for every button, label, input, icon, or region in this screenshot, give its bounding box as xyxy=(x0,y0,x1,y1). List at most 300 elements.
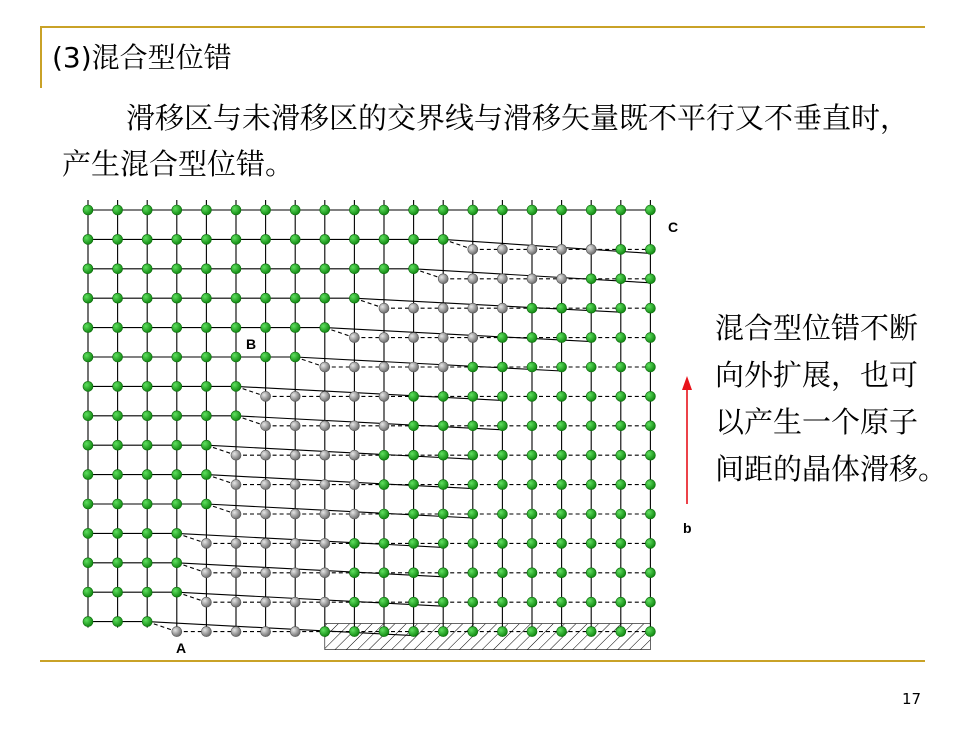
lattice-atom xyxy=(468,597,478,607)
displaced-atom xyxy=(320,391,330,401)
lattice-atom xyxy=(172,323,182,333)
lattice-atom xyxy=(616,421,626,431)
lattice-atom xyxy=(320,627,330,637)
displaced-atom xyxy=(290,450,300,460)
displaced-atom xyxy=(557,244,567,254)
lattice-atom xyxy=(586,391,596,401)
lattice-atom xyxy=(379,509,389,519)
lattice-atom xyxy=(527,450,537,460)
lattice-atom xyxy=(113,617,123,627)
lattice-atom xyxy=(586,450,596,460)
lattice-atom xyxy=(113,293,123,303)
lattice-atom xyxy=(113,440,123,450)
slip-guide-line xyxy=(206,504,472,518)
lattice-atom xyxy=(557,568,567,578)
lattice-atom xyxy=(113,381,123,391)
lattice-atom xyxy=(113,352,123,362)
lattice-atom xyxy=(379,597,389,607)
lattice-atom xyxy=(83,323,93,333)
label-a: A xyxy=(176,640,187,656)
displaced-atom xyxy=(468,274,478,284)
lattice-atom xyxy=(320,234,330,244)
slip-guide-line xyxy=(354,298,620,312)
displaced-atom xyxy=(261,597,271,607)
lattice-atom xyxy=(616,568,626,578)
lattice-atom xyxy=(290,323,300,333)
displaced-atom xyxy=(320,538,330,548)
lattice-atom xyxy=(645,627,655,637)
lattice-atom xyxy=(142,528,152,538)
lattice-atom xyxy=(201,264,211,274)
lattice-atom xyxy=(83,470,93,480)
displaced-atom xyxy=(201,568,211,578)
lattice-atom xyxy=(527,568,537,578)
lattice-atom xyxy=(201,440,211,450)
displaced-atom xyxy=(320,568,330,578)
lattice-atom xyxy=(468,205,478,215)
lattice-atom xyxy=(557,362,567,372)
displaced-atom xyxy=(261,480,271,490)
lattice-atom xyxy=(142,352,152,362)
lattice-atom xyxy=(586,597,596,607)
slip-guide-line xyxy=(295,357,561,371)
displaced-atom xyxy=(349,333,359,343)
lattice-atom xyxy=(201,381,211,391)
lattice-atom xyxy=(586,509,596,519)
lattice-atom xyxy=(113,558,123,568)
displaced-atom xyxy=(261,450,271,460)
lattice-atom xyxy=(83,381,93,391)
displaced-atom xyxy=(231,538,241,548)
lattice-atom xyxy=(409,509,419,519)
lattice-atom xyxy=(379,234,389,244)
displaced-atom xyxy=(379,333,389,343)
slip-guide-line xyxy=(177,533,443,547)
lattice-atom xyxy=(438,234,448,244)
lattice-atom xyxy=(497,480,507,490)
displaced-atom xyxy=(201,597,211,607)
lattice-atom xyxy=(527,509,537,519)
displaced-atom xyxy=(349,421,359,431)
displaced-atom xyxy=(438,274,448,284)
label-b: B xyxy=(246,336,257,352)
displaced-atom xyxy=(379,303,389,313)
lattice-atom xyxy=(142,470,152,480)
lattice-atom xyxy=(645,568,655,578)
lattice-atom xyxy=(231,352,241,362)
displaced-atom xyxy=(527,244,537,254)
lattice-atom xyxy=(497,391,507,401)
lattice-atom xyxy=(83,558,93,568)
lattice-atom xyxy=(349,234,359,244)
lattice-atom xyxy=(645,391,655,401)
displaced-atom xyxy=(261,538,271,548)
lattice-atom xyxy=(409,264,419,274)
lattice-atom xyxy=(497,538,507,548)
lattice-atom xyxy=(261,205,271,215)
lattice-atom xyxy=(113,411,123,421)
lattice-atom xyxy=(320,293,330,303)
lattice-atom xyxy=(586,362,596,372)
lattice-atom xyxy=(142,411,152,421)
lattice-atom xyxy=(172,293,182,303)
lattice-atom xyxy=(527,480,537,490)
lattice-atom xyxy=(616,450,626,460)
lattice-atom xyxy=(379,480,389,490)
lattice-atom xyxy=(557,538,567,548)
lattice-atom xyxy=(497,568,507,578)
displaced-atom xyxy=(497,274,507,284)
lattice-atom xyxy=(586,480,596,490)
lattice-atom xyxy=(201,234,211,244)
lattice-atom xyxy=(231,411,241,421)
lattice-atom xyxy=(142,264,152,274)
lattice-atom xyxy=(142,587,152,597)
lattice-atom xyxy=(468,450,478,460)
lattice-atom xyxy=(616,362,626,372)
displaced-atom xyxy=(320,421,330,431)
lattice-atom xyxy=(261,264,271,274)
lattice-atom xyxy=(409,205,419,215)
lattice-atom xyxy=(557,333,567,343)
lattice-atom xyxy=(113,264,123,274)
lattice-atom xyxy=(409,597,419,607)
lattice-atom xyxy=(645,274,655,284)
displaced-atom xyxy=(409,303,419,313)
lattice-atom xyxy=(201,352,211,362)
lattice-atom xyxy=(586,274,596,284)
label-burgers-b: b xyxy=(683,520,692,536)
lattice-atom xyxy=(379,627,389,637)
displaced-atom xyxy=(231,627,241,637)
lattice-atom xyxy=(231,264,241,274)
lattice-atom xyxy=(468,421,478,431)
lattice-atom xyxy=(586,421,596,431)
lattice-atom xyxy=(113,499,123,509)
lattice-atom xyxy=(527,627,537,637)
lattice-atom xyxy=(468,568,478,578)
lattice-atom xyxy=(349,293,359,303)
lattice-atom xyxy=(468,509,478,519)
lattice-atom xyxy=(527,333,537,343)
lattice-atom xyxy=(557,509,567,519)
displaced-atom xyxy=(557,274,567,284)
lattice-atom xyxy=(349,597,359,607)
lattice-atom xyxy=(83,293,93,303)
lattice-atom xyxy=(409,391,419,401)
lattice-atom xyxy=(586,627,596,637)
displaced-atom xyxy=(497,303,507,313)
lattice-atom xyxy=(557,450,567,460)
displaced-atom xyxy=(320,509,330,519)
displaced-atom xyxy=(290,480,300,490)
lattice-atom xyxy=(83,234,93,244)
displaced-atom xyxy=(379,362,389,372)
lattice-atom xyxy=(172,264,182,274)
displaced-atom xyxy=(320,450,330,460)
lattice-atom xyxy=(172,411,182,421)
lattice-atom xyxy=(645,538,655,548)
lattice-atom xyxy=(616,205,626,215)
lattice-atom xyxy=(527,362,537,372)
slip-guide-line xyxy=(206,445,472,459)
lattice-atom xyxy=(645,303,655,313)
lattice-atom xyxy=(349,205,359,215)
lattice-atom xyxy=(172,499,182,509)
displaced-atom xyxy=(290,538,300,548)
lattice-atom xyxy=(201,411,211,421)
lattice-atom xyxy=(468,480,478,490)
lattice-atom xyxy=(379,264,389,274)
lattice-atom xyxy=(586,538,596,548)
lattice-atom xyxy=(645,597,655,607)
lattice-atom xyxy=(468,538,478,548)
lattice-atom xyxy=(142,440,152,450)
lattice-atom xyxy=(201,499,211,509)
displaced-atom xyxy=(290,597,300,607)
lattice-atom xyxy=(290,264,300,274)
lattice-atom xyxy=(142,234,152,244)
lattice-atom xyxy=(645,509,655,519)
displaced-atom xyxy=(586,244,596,254)
lattice-atom xyxy=(586,205,596,215)
lattice-atom xyxy=(379,538,389,548)
lattice-atom xyxy=(497,421,507,431)
lattice-atom xyxy=(172,234,182,244)
displaced-atom xyxy=(379,391,389,401)
lattice-atom xyxy=(409,568,419,578)
lattice-atom xyxy=(201,293,211,303)
lattice-atom xyxy=(113,528,123,538)
lattice-atom xyxy=(349,538,359,548)
lattice-atom xyxy=(379,205,389,215)
displaced-atom xyxy=(349,480,359,490)
lattice-atom xyxy=(616,274,626,284)
lattice-atom xyxy=(83,528,93,538)
lattice-atom xyxy=(320,323,330,333)
displaced-atom xyxy=(349,509,359,519)
lattice-atom xyxy=(497,362,507,372)
lattice-atom xyxy=(409,421,419,431)
lattice-atom xyxy=(616,391,626,401)
lattice-atom xyxy=(201,470,211,480)
lattice-atom xyxy=(438,205,448,215)
lattice-atom xyxy=(320,205,330,215)
lattice-atom xyxy=(83,264,93,274)
side-note-line: 混合型位错不断 xyxy=(715,311,919,345)
displaced-atom xyxy=(320,597,330,607)
displaced-atom xyxy=(468,303,478,313)
lattice-atom xyxy=(497,597,507,607)
lattice-atom xyxy=(409,480,419,490)
lattice-atom xyxy=(438,568,448,578)
displaced-atom xyxy=(468,244,478,254)
lattice-atom xyxy=(172,352,182,362)
lattice-atom xyxy=(172,470,182,480)
lattice-atom xyxy=(557,597,567,607)
displaced-atom xyxy=(468,333,478,343)
lattice-atom xyxy=(349,627,359,637)
lattice-atom xyxy=(113,587,123,597)
lattice-atom xyxy=(409,627,419,637)
displaced-atom xyxy=(261,421,271,431)
lattice-atom xyxy=(379,568,389,578)
lattice-atom xyxy=(645,205,655,215)
lattice-atom xyxy=(586,303,596,313)
lattice-atom xyxy=(83,205,93,215)
lattice-atom xyxy=(557,421,567,431)
lattice-atom xyxy=(616,480,626,490)
displaced-atom xyxy=(201,538,211,548)
lattice-atom xyxy=(113,470,123,480)
lattice-atom xyxy=(527,538,537,548)
lattice-atom xyxy=(201,323,211,333)
label-c: C xyxy=(668,219,679,235)
lattice-atom xyxy=(645,480,655,490)
lattice-atom xyxy=(349,568,359,578)
lattice-atom xyxy=(468,627,478,637)
lattice-atom xyxy=(438,421,448,431)
displaced-atom xyxy=(320,480,330,490)
lattice-atom xyxy=(468,362,478,372)
lattice-atom xyxy=(616,627,626,637)
side-note-line: 以产生一个原子 xyxy=(715,405,919,439)
displaced-atom xyxy=(290,509,300,519)
lattice-atom xyxy=(527,391,537,401)
lattice-atom xyxy=(231,234,241,244)
lattice-atom xyxy=(497,509,507,519)
displaced-atom xyxy=(261,391,271,401)
displaced-atom xyxy=(438,303,448,313)
lattice-atom xyxy=(645,244,655,254)
lattice-atom xyxy=(438,450,448,460)
displaced-atom xyxy=(320,362,330,372)
lattice-atom xyxy=(438,597,448,607)
lattice-atom xyxy=(438,627,448,637)
slip-guide-line xyxy=(236,416,502,430)
displaced-atom xyxy=(497,244,507,254)
lattice-atom xyxy=(645,421,655,431)
lattice-atom xyxy=(83,411,93,421)
displaced-atom xyxy=(290,627,300,637)
side-note-line: 间距的晶体滑移。 xyxy=(715,452,948,486)
lattice-atom xyxy=(557,480,567,490)
lattice-atom xyxy=(349,264,359,274)
displaced-atom xyxy=(201,627,211,637)
lattice-atom xyxy=(172,528,182,538)
slip-guide-line xyxy=(236,386,502,400)
lattice-atom xyxy=(231,323,241,333)
slip-guide-line xyxy=(325,328,591,342)
slide-title: (3)混合型位错 xyxy=(52,41,232,74)
lattice-atom xyxy=(557,627,567,637)
lattice-atom xyxy=(113,234,123,244)
slip-guide-line xyxy=(206,475,472,489)
body-text: 滑移区与未滑移区的交界线与滑移矢量既不平行又不垂直时，产生混合型位错。 xyxy=(62,101,910,181)
displaced-atom xyxy=(409,362,419,372)
lattice-atom xyxy=(438,509,448,519)
lattice-atom xyxy=(497,205,507,215)
lattice-atom xyxy=(557,391,567,401)
lattice-atom xyxy=(379,450,389,460)
displaced-atom xyxy=(379,421,389,431)
displaced-atom xyxy=(527,274,537,284)
lattice-atom xyxy=(172,558,182,568)
lattice-atom xyxy=(231,381,241,391)
displaced-atom xyxy=(290,568,300,578)
lattice-atom xyxy=(142,617,152,627)
lattice-atom xyxy=(172,587,182,597)
lattice-atom xyxy=(142,381,152,391)
lattice-atom xyxy=(261,323,271,333)
lattice-atom xyxy=(142,499,152,509)
lattice-atom xyxy=(113,205,123,215)
lattice-atom xyxy=(438,391,448,401)
lattice-atom xyxy=(645,450,655,460)
displaced-atom xyxy=(290,421,300,431)
lattice-atom xyxy=(172,381,182,391)
lattice-atom xyxy=(497,450,507,460)
lattice-atom xyxy=(409,450,419,460)
displaced-atom xyxy=(231,509,241,519)
displaced-atom xyxy=(261,509,271,519)
displaced-atom xyxy=(438,333,448,343)
displaced-atom xyxy=(290,391,300,401)
lattice-atom xyxy=(231,205,241,215)
displaced-atom xyxy=(349,450,359,460)
lattice-atom xyxy=(83,352,93,362)
lattice-atom xyxy=(320,264,330,274)
lattice-atom xyxy=(468,391,478,401)
lattice-atom xyxy=(261,293,271,303)
lattice-atom xyxy=(586,333,596,343)
lattice-atom xyxy=(616,538,626,548)
lattice-atom xyxy=(645,333,655,343)
lattice-atom xyxy=(231,293,241,303)
displaced-atom xyxy=(231,597,241,607)
slip-plane-hatch xyxy=(325,624,651,650)
lattice-atom xyxy=(438,480,448,490)
lattice-atom xyxy=(261,352,271,362)
lattice-atom xyxy=(142,323,152,333)
lattice-atom xyxy=(83,499,93,509)
lattice-atom xyxy=(172,205,182,215)
lattice-atom xyxy=(616,597,626,607)
burgers-arrow-head xyxy=(682,376,692,390)
slip-guide-line xyxy=(177,563,443,577)
lattice-atom xyxy=(261,234,271,244)
lattice-atom xyxy=(616,509,626,519)
lattice-atom xyxy=(83,617,93,627)
slip-guide-line xyxy=(177,592,443,606)
lattice-atom xyxy=(290,293,300,303)
displaced-atom xyxy=(172,627,182,637)
displaced-atom xyxy=(231,568,241,578)
displaced-atom xyxy=(261,568,271,578)
lattice-atom xyxy=(527,303,537,313)
lattice-atom xyxy=(409,234,419,244)
lattice-atom xyxy=(616,333,626,343)
lattice-atom xyxy=(83,440,93,450)
displaced-atom xyxy=(438,362,448,372)
lattice-atom xyxy=(497,627,507,637)
lattice-atom xyxy=(438,538,448,548)
lattice-atom xyxy=(290,352,300,362)
lattice-atom xyxy=(527,597,537,607)
lattice-atom xyxy=(497,333,507,343)
lattice-atom xyxy=(290,234,300,244)
displaced-atom xyxy=(409,333,419,343)
